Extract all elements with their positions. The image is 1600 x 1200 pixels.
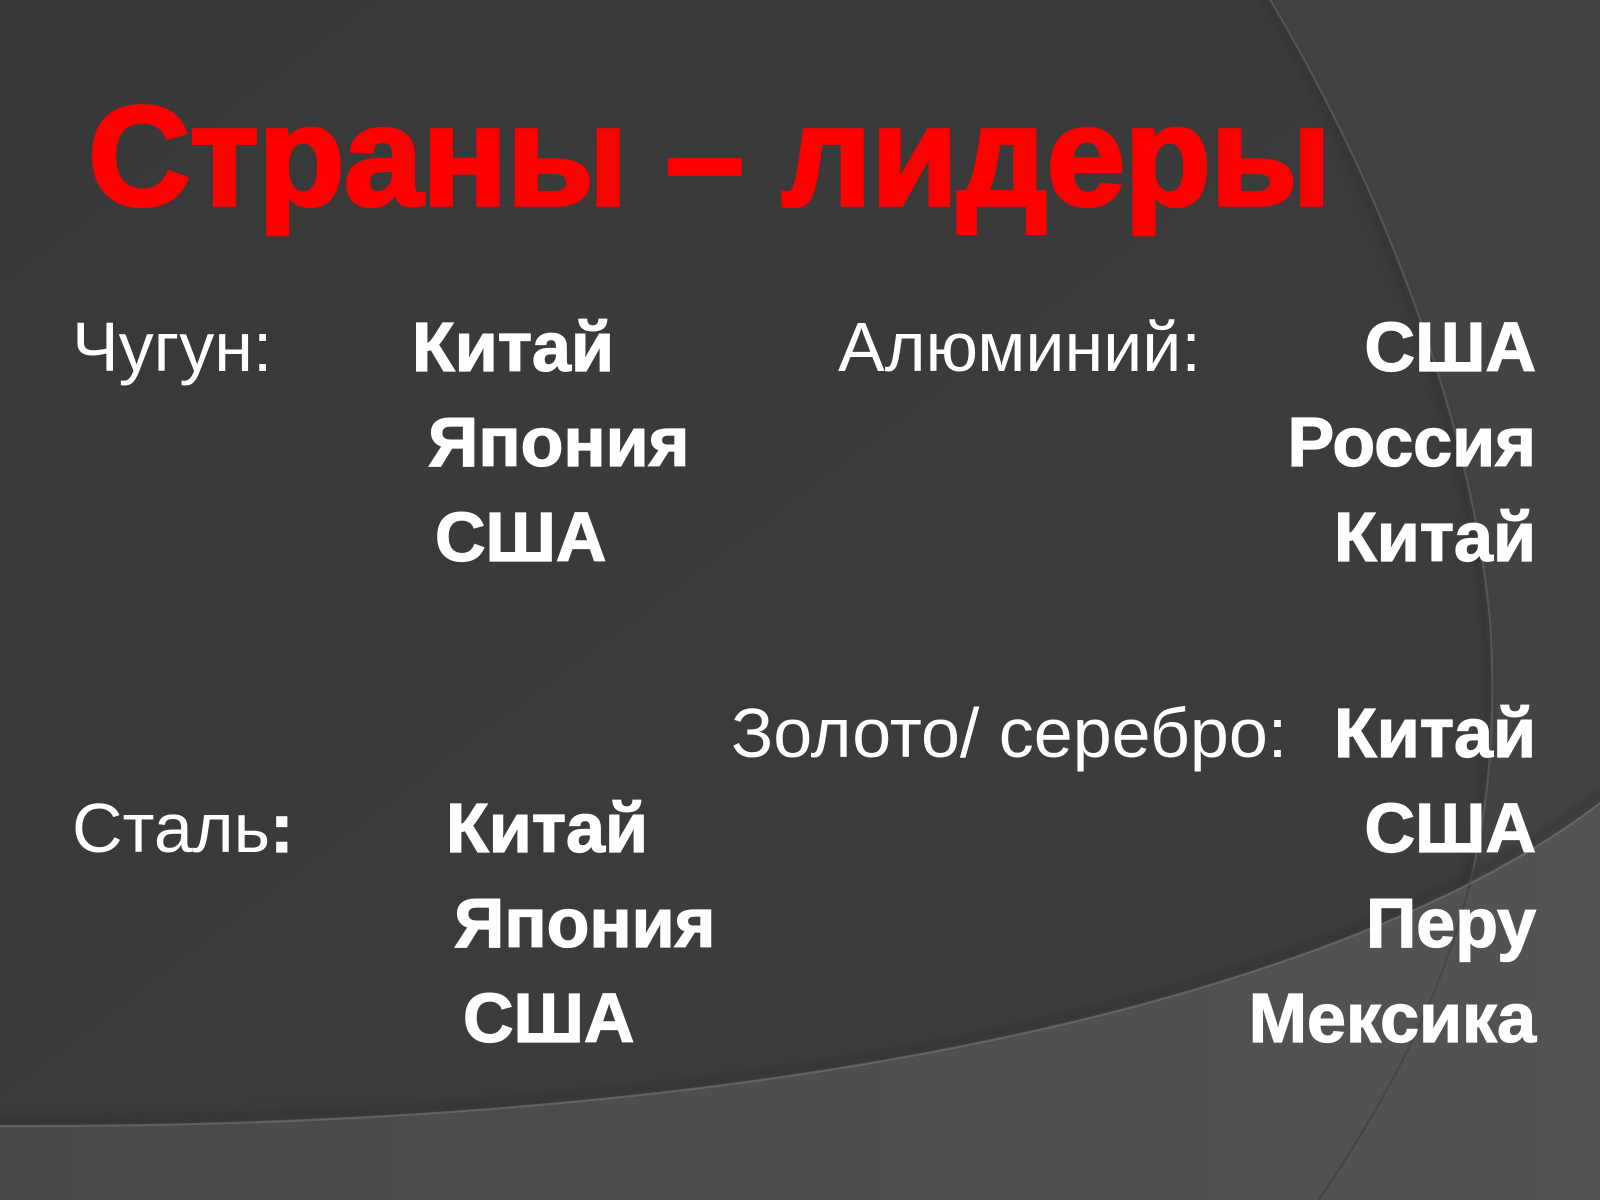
cast-iron-country-2: Япония bbox=[428, 403, 690, 481]
label-gold-silver: Золото/ серебро: bbox=[731, 694, 1288, 772]
aluminum-country-2: Россия bbox=[1287, 403, 1536, 481]
label-cast-iron: Чугун: bbox=[72, 308, 273, 386]
gold-silver-country-1: Китай bbox=[1333, 694, 1536, 772]
label-aluminum: Алюминий: bbox=[838, 308, 1201, 386]
label-steel bbox=[72, 781, 293, 876]
gold-silver-country-2: США bbox=[1364, 789, 1536, 867]
slide-title: Страны – лидеры bbox=[88, 77, 1331, 236]
aluminum-country-1: США bbox=[1364, 308, 1536, 386]
aluminum-country-3: Китай bbox=[1333, 498, 1536, 576]
cast-iron-country-1: Китай bbox=[412, 308, 615, 386]
gold-silver-country-3: Перу bbox=[1365, 884, 1536, 962]
label-steel-colon: : bbox=[270, 789, 294, 867]
steel-country-2: Япония bbox=[454, 884, 716, 962]
cast-iron-country-3: США bbox=[435, 498, 607, 576]
label-steel-text: Сталь bbox=[72, 789, 271, 867]
steel-country-1: Китай bbox=[446, 789, 649, 867]
gold-silver-country-4: Мексика bbox=[1248, 979, 1536, 1057]
steel-country-3: США bbox=[463, 979, 635, 1057]
